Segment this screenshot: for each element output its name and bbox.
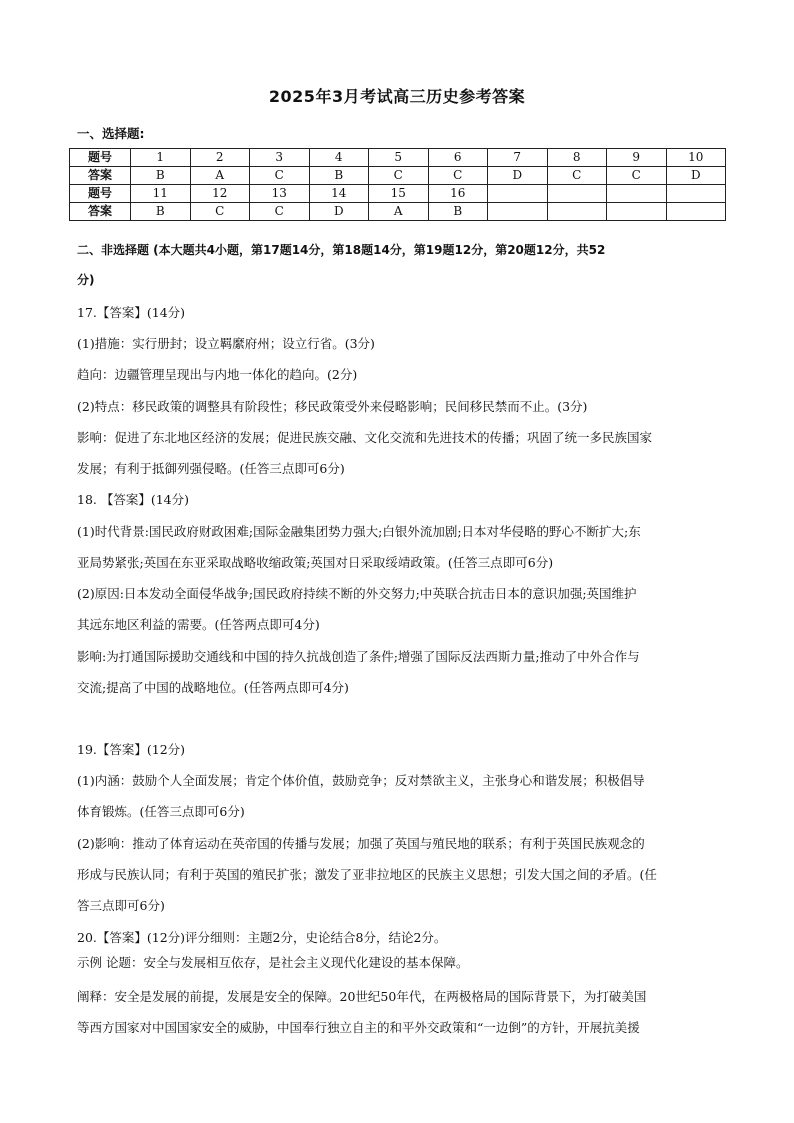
table-cell: C	[428, 167, 488, 185]
table-cell: 8	[547, 149, 607, 167]
answer-20-line: 阐释：安全是发展的前提，发展是安全的保障。20世纪50年代，在两极格局的国际背景下，为打破美国	[77, 989, 647, 1004]
table-cell: B	[309, 167, 369, 185]
table-cell	[547, 185, 607, 203]
table-cell: C	[190, 203, 250, 221]
answer-19-line: 体育锻炼。(任答三点即可6分)	[77, 804, 245, 819]
answer-19-heading: 19.【答案】(12分)	[77, 742, 186, 757]
table-cell	[488, 203, 548, 221]
table-cell: 10	[666, 149, 726, 167]
section-nonchoice-heading: 二、非选择题 (本大题共4小题，第17题14分，第18题14分，第19题12分，第20题12分，共52	[77, 243, 606, 257]
answer-17-heading: 17.【答案】(14分)	[77, 305, 186, 320]
answer-18-heading: 18. 【答案】(14分)	[77, 492, 190, 507]
answer-18-line: 影响:为打通国际援助交通线和中国的持久抗战创造了条件;增强了国际反法西斯力量;推动了中外合作与	[77, 649, 640, 664]
answer-19-line: (2)影响：推动了体育运动在英帝国的传播与发展；加强了英国与殖民地的联系；有利于英国民族观念的	[77, 836, 645, 851]
table-cell: D	[309, 203, 369, 221]
table-cell: 16	[428, 185, 488, 203]
table-cell: 9	[607, 149, 667, 167]
table-cell: B	[428, 203, 488, 221]
table-row	[70, 203, 726, 221]
table-cell: B	[131, 167, 191, 185]
table-row	[70, 149, 726, 167]
table-row-label: 答案	[70, 203, 131, 221]
page-title: 2025年3月考试高三历史参考答案	[268, 87, 526, 106]
table-cell	[547, 203, 607, 221]
table-row-label: 题号	[70, 149, 131, 167]
answer-17-line: (1)措施：实行册封；设立羁縻府州；设立行省。(3分)	[77, 336, 375, 351]
table-cell: C	[369, 167, 429, 185]
table-cell: 5	[369, 149, 429, 167]
table-cell: A	[369, 203, 429, 221]
answer-19-line: (1)内涵：鼓励个人全面发展；肯定个体价值，鼓励竞争；反对禁欲主义，主张身心和谐发展；积极倡导	[77, 773, 645, 788]
table-cell	[607, 203, 667, 221]
table-cell: 12	[190, 185, 250, 203]
table-cell: 2	[190, 149, 250, 167]
table-row	[70, 185, 726, 203]
answer-table	[69, 148, 726, 221]
answer-17-line: 趋向：边疆管理呈现出与内地一体化的趋向。(2分)	[77, 367, 358, 382]
answer-18-line: 其远东地区利益的需要。(任答两点即可4分)	[77, 617, 320, 632]
table-cell	[666, 185, 726, 203]
table-cell: A	[190, 167, 250, 185]
table-cell: 4	[309, 149, 369, 167]
table-cell	[666, 203, 726, 221]
answer-17-line: (2)特点：移民政策的调整具有阶段性；移民政策受外来侵略影响；民间移民禁而不止。(3分)	[77, 399, 588, 414]
table-cell: 15	[369, 185, 429, 203]
answer-17-line: 发展；有利于抵御列强侵略。(任答三点即可6分)	[77, 461, 345, 476]
table-cell: C	[547, 167, 607, 185]
table-cell: 6	[428, 149, 488, 167]
answer-18-line: 亚局势紧张;英国在东亚采取战略收缩政策;英国对日采取绥靖政策。(任答三点即可6分)	[77, 555, 554, 570]
table-cell: C	[250, 167, 310, 185]
table-cell: D	[488, 167, 548, 185]
table-cell: 13	[250, 185, 310, 203]
answer-18-line: 交流;提高了中国的战略地位。(任答两点即可4分)	[77, 680, 349, 695]
answer-18-line: (2)原因:日本发动全面侵华战争;国民政府持续不断的外交努力;中英联合抗击日本的意识加强;英国维护	[77, 586, 637, 601]
table-cell: 1	[131, 149, 191, 167]
table-cell: C	[607, 167, 667, 185]
table-row-label: 答案	[70, 167, 131, 185]
section-choice-heading: 一、选择题:	[77, 126, 145, 141]
answer-18-line: (1)时代背景:国民政府财政困难;国际金融集团势力强大;白银外流加剧;日本对华侵略的野心不断扩大;东	[77, 524, 641, 539]
table-cell: 11	[131, 185, 191, 203]
answer-19-line: 形成与民族认同；有利于英国的殖民扩张；激发了亚非拉地区的民族主义思想；引发大国之间的矛盾。(任	[77, 867, 657, 882]
answer-19-line: 答三点即可6分)	[77, 898, 165, 913]
table-cell: C	[250, 203, 310, 221]
table-cell: 14	[309, 185, 369, 203]
answer-17-line: 影响：促进了东北地区经济的发展；促进民族交融、文化交流和先进技术的传播；巩固了统一多民族国家	[77, 430, 653, 445]
answer-20-line: 等西方国家对中国国家安全的威胁，中国奉行独立自主的和平外交政策和“一边倒”的方针，开展抗美援	[77, 1020, 640, 1035]
answer-20-heading: 20.【答案】(12分)评分细则：主题2分，史论结合8分，结论2分。	[77, 930, 447, 945]
table-cell: 3	[250, 149, 310, 167]
table-row-label: 题号	[70, 185, 131, 203]
section-nonchoice-heading-cont: 分)	[77, 273, 95, 287]
table-cell: B	[131, 203, 191, 221]
table-cell: D	[666, 167, 726, 185]
table-cell	[607, 185, 667, 203]
table-cell	[488, 185, 548, 203]
answer-20-line: 示例 论题：安全与发展相互依存，是社会主义现代化建设的基本保障。	[77, 955, 469, 970]
table-row	[70, 167, 726, 185]
table-cell: 7	[488, 149, 548, 167]
